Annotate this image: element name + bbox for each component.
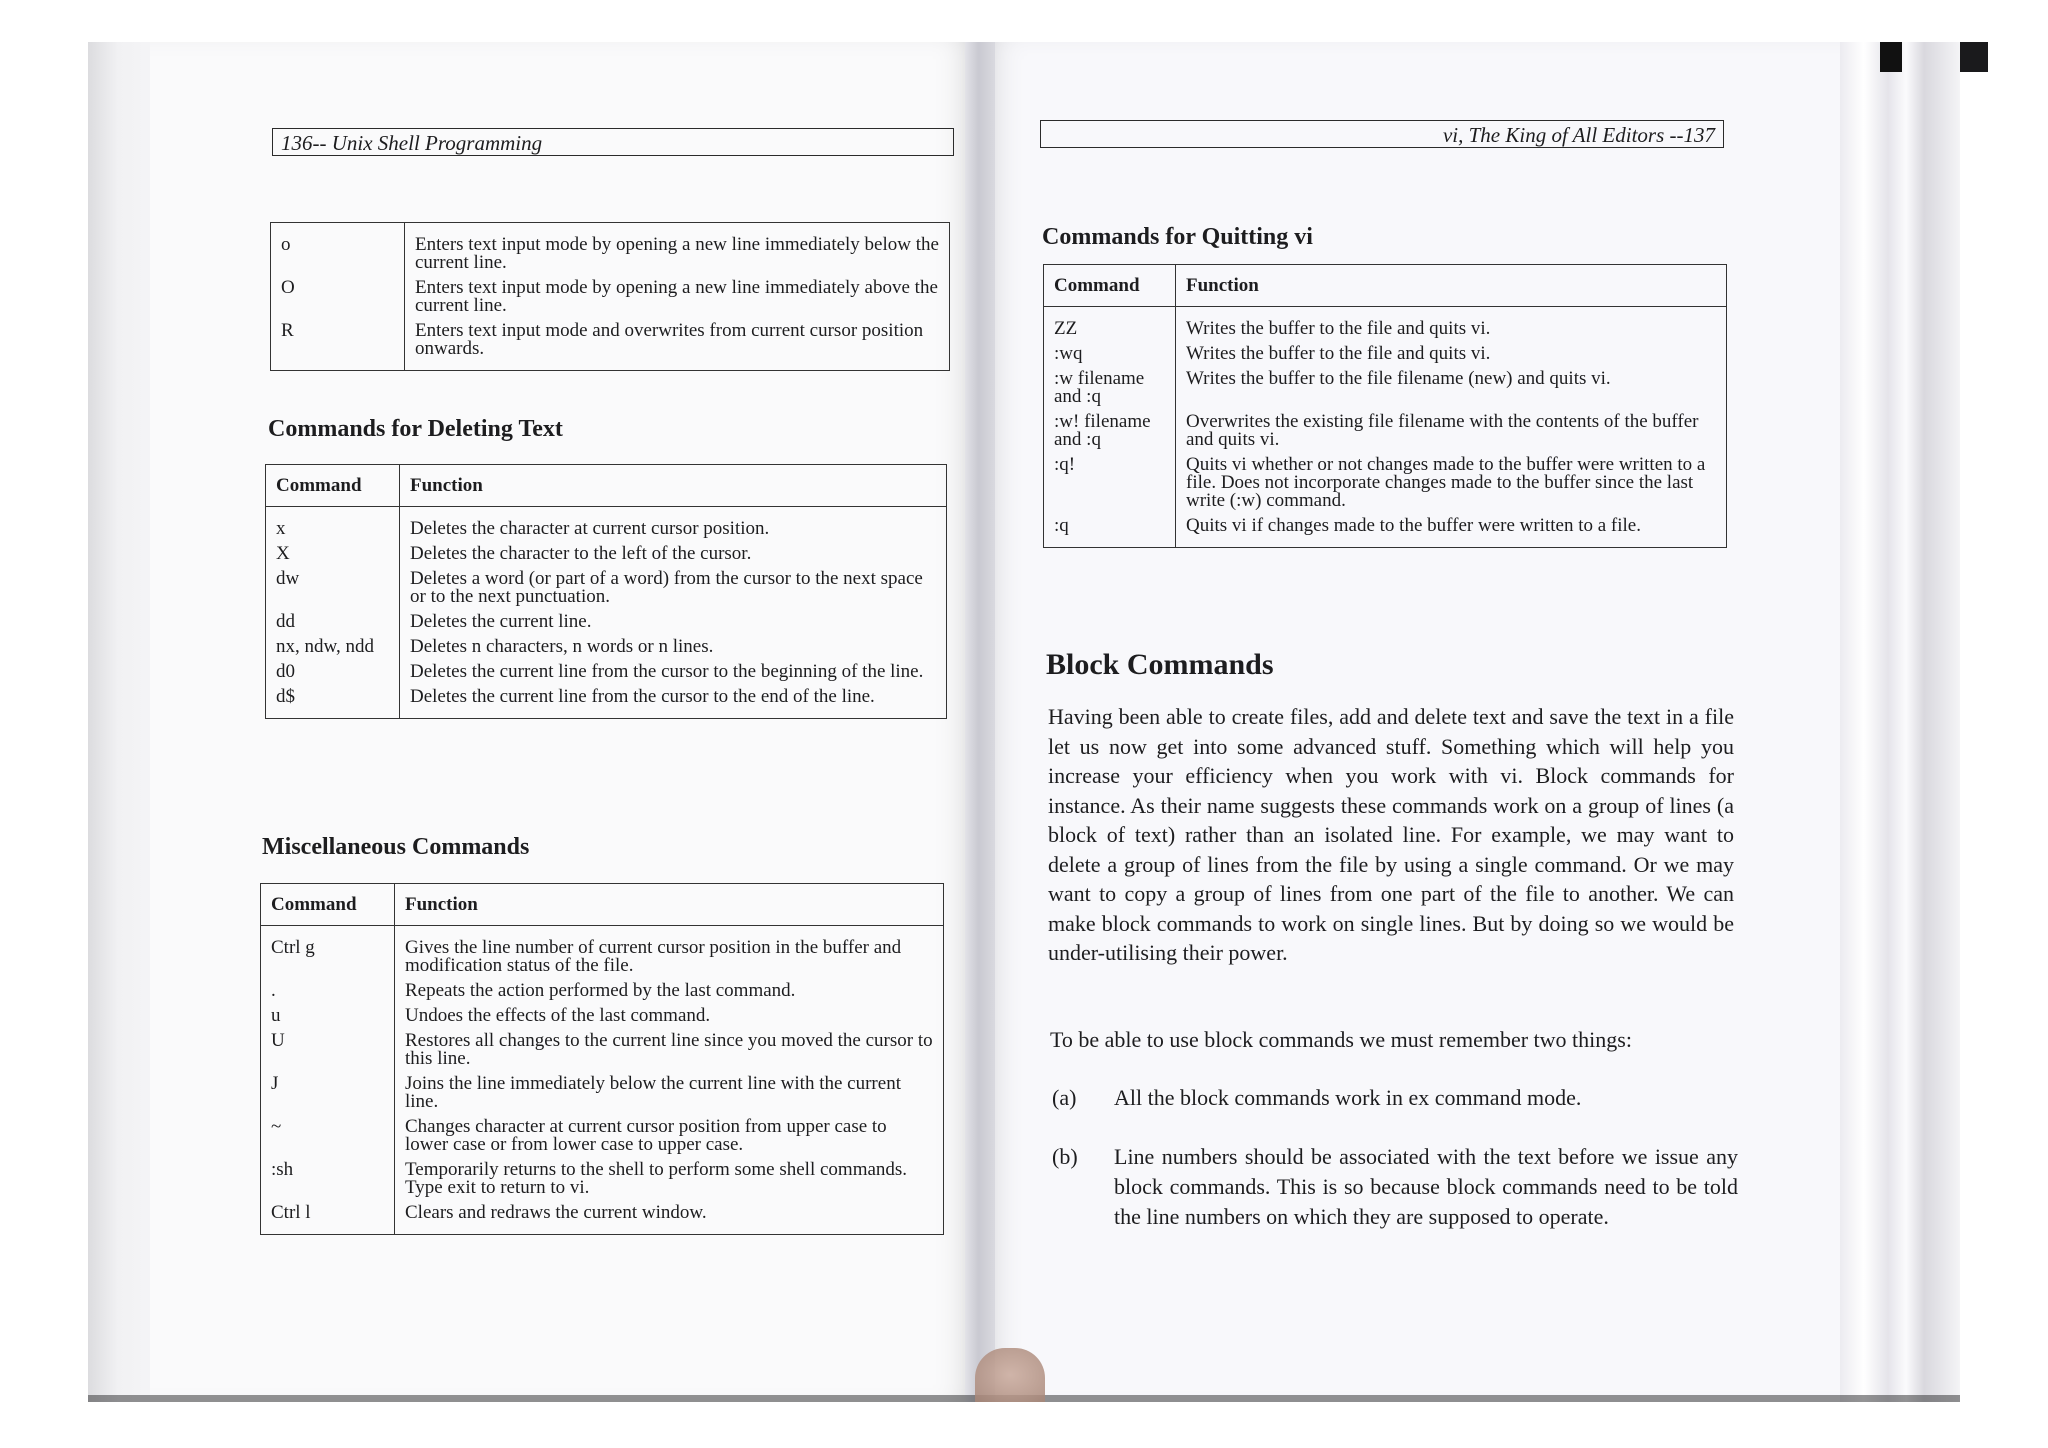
block-paragraph-1: Having been able to create files, add and delete text and save the text in a file let us now get into some advanced stuff. Something which will help you increase your efficiency when you work with vi. Block commands for instance. As their name suggests these commands work on a group of lines (a block of text) rather than an isolated line. For example, we may want to delete a group of lines from the file by using a single command. Or we may want to copy a group of lines from one part of the file to another. We can make block commands to work on single lines. But by doing so we would be under-utilising their power. (1048, 704, 1734, 965)
command-cell: :q! (1044, 453, 1176, 514)
left-running-head: 136-- Unix Shell Programming (272, 128, 954, 156)
table-header-function: Function (395, 884, 944, 926)
table-row (266, 542, 947, 567)
function-cell: Deletes the character at current cursor position. (410, 518, 770, 539)
table-row (1044, 514, 1727, 548)
deleting-commands-table (265, 464, 947, 719)
command-cell: d$ (266, 685, 400, 719)
function-cell: Repeats the action performed by the last command. (405, 980, 796, 1001)
function-cell: Writes the buffer to the file and quits vi. (1186, 318, 1491, 339)
list-label: (a) (1052, 1085, 1077, 1110)
table-header-function: Function (1176, 265, 1727, 307)
command-cell: U (261, 1029, 395, 1072)
command-cell: :sh (261, 1158, 395, 1201)
table-header-function: Function (400, 465, 947, 507)
right-running-head: vi, The King of All Editors --137 (1040, 120, 1724, 148)
list-text: Line numbers should be associated with the text before we issue any block commands. This is so because block commands need to be told the line numbers on which they are supposed to operate. (1114, 1144, 1738, 1229)
function-cell: Deletes the current line. (410, 611, 592, 632)
table-row (261, 1072, 944, 1115)
command-cell: dw (266, 567, 400, 610)
list-label: (b) (1052, 1144, 1078, 1169)
list-item-b (1052, 1142, 1738, 1262)
function-cell: Gives the line number of current cursor position in the buffer and modification status of the file. (405, 937, 902, 976)
command-cell: dd (266, 610, 400, 635)
command-cell: x (266, 507, 400, 543)
command-cell: u (261, 1004, 395, 1029)
table-row (266, 685, 947, 719)
command-cell: X (266, 542, 400, 567)
function-cell: Enters text input mode and overwrites from current cursor position onwards. (415, 320, 924, 359)
thumb (975, 1348, 1045, 1402)
table-row (271, 223, 950, 277)
list-text: All the block commands work in ex command mode. (1114, 1085, 1582, 1110)
table-row (261, 1029, 944, 1072)
table-row (266, 660, 947, 685)
command-cell: J (261, 1072, 395, 1115)
table-row (271, 276, 950, 319)
misc-commands-table (260, 883, 944, 1235)
table-row (261, 1158, 944, 1201)
quitting-section-heading: Commands for Quitting vi (1042, 224, 1313, 250)
quitting-commands-table (1043, 264, 1727, 548)
table-row (1044, 342, 1727, 367)
table-row (1044, 453, 1727, 514)
function-cell: Quits vi if changes made to the buffer were written to a file. (1186, 515, 1641, 536)
command-cell: O (271, 276, 405, 319)
book-spine (965, 42, 995, 1402)
command-cell: d0 (266, 660, 400, 685)
table-row (261, 1004, 944, 1029)
insert-commands-table (270, 222, 950, 371)
command-cell: :wq (1044, 342, 1176, 367)
command-cell: :w! filename and :q (1044, 410, 1176, 453)
function-cell: Writes the buffer to the file and quits vi. (1186, 343, 1491, 364)
command-cell: o (271, 223, 405, 277)
command-cell: R (271, 319, 405, 371)
table-row (261, 979, 944, 1004)
command-cell: ZZ (1044, 307, 1176, 343)
table-header-command: Command (266, 465, 400, 507)
misc-section-heading: Miscellaneous Commands (262, 834, 530, 860)
table-row (1044, 367, 1727, 410)
function-cell: Deletes n characters, n words or n lines. (410, 636, 714, 657)
function-cell: Changes character at current cursor position from upper case to lower case or from lower case to upper case. (405, 1116, 887, 1155)
list-item-a (1052, 1083, 1738, 1113)
function-cell: Enters text input mode by opening a new line immediately below the current line. (415, 234, 939, 273)
table-row (266, 567, 947, 610)
table-row (1044, 410, 1727, 453)
block-paragraph-2: To be able to use block commands we must remember two things: (1050, 1027, 1632, 1052)
table-row (266, 507, 947, 543)
function-cell: Deletes a word (or part of a word) from the cursor to the next space or to the next punctuation. (410, 568, 923, 607)
function-cell: Overwrites the existing file filename with the contents of the buffer and quits vi. (1186, 411, 1699, 450)
command-cell: Ctrl l (261, 1201, 395, 1235)
function-cell: Deletes the character to the left of the cursor. (410, 543, 752, 564)
function-cell: Joins the line immediately below the current line with the current line. (405, 1073, 901, 1112)
function-cell: Deletes the current line from the cursor to the end of the line. (410, 686, 875, 707)
command-cell: nx, ndw, ndd (266, 635, 400, 660)
command-cell: :q (1044, 514, 1176, 548)
function-cell: Temporarily returns to the shell to perform some shell commands. Type exit to return to vi. (405, 1159, 908, 1198)
table-row (266, 610, 947, 635)
function-cell: Undoes the effects of the last command. (405, 1005, 711, 1026)
table-row (261, 926, 944, 980)
command-cell: . (261, 979, 395, 1004)
block-commands-heading: Block Commands (1046, 648, 1274, 681)
command-cell: Ctrl g (261, 926, 395, 980)
function-cell: Restores all changes to the current line since you moved the cursor to this line. (405, 1030, 933, 1069)
table-header-command: Command (261, 884, 395, 926)
function-cell: Enters text input mode by opening a new line immediately above the current line. (415, 277, 938, 316)
function-cell: Clears and redraws the current window. (405, 1202, 707, 1223)
table-row (261, 1115, 944, 1158)
deleting-section-heading: Commands for Deleting Text (268, 416, 563, 442)
table-row (261, 1201, 944, 1235)
page-stack-edge (1840, 42, 1960, 1402)
table-header-command: Command (1044, 265, 1176, 307)
table-row (271, 319, 950, 371)
function-cell: Quits vi whether or not changes made to the buffer were written to a file. Does not incorporate changes made to the buffer since the last write (:w) command. (1186, 454, 1706, 511)
table-row (266, 635, 947, 660)
function-cell: Writes the buffer to the file filename (new) and quits vi. (1186, 368, 1611, 389)
background-corner (1880, 42, 1902, 72)
command-cell: :w filename and :q (1044, 367, 1176, 410)
table-row (1044, 307, 1727, 343)
function-cell: Deletes the current line from the cursor to the beginning of the line. (410, 661, 924, 682)
command-cell: ~ (261, 1115, 395, 1158)
